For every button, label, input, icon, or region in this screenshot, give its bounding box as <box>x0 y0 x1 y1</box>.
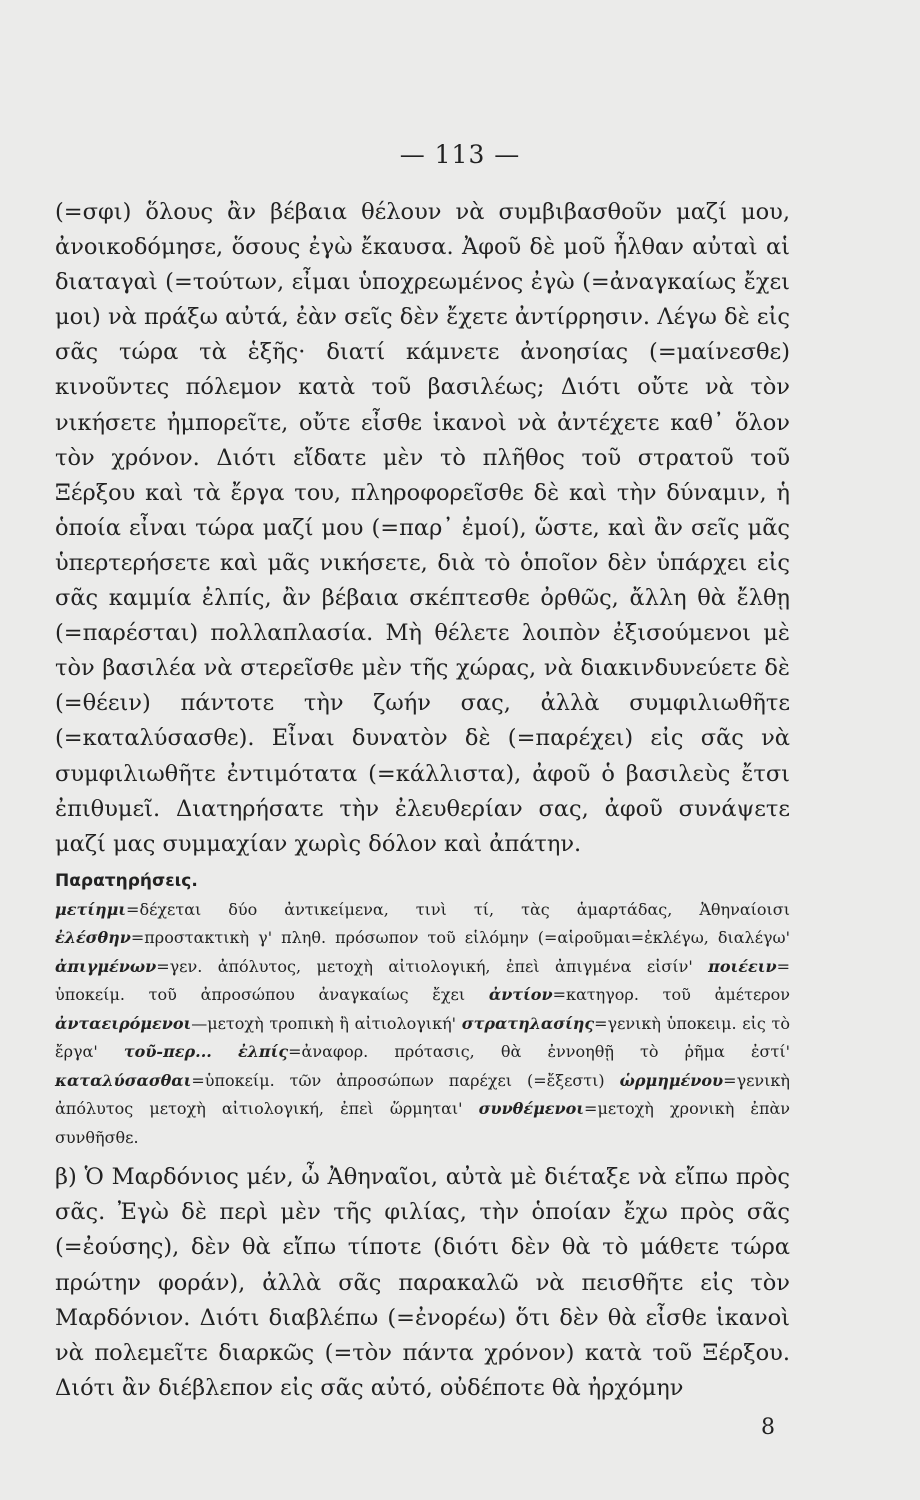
note-term: τοῦ-περ... <box>123 1042 212 1062</box>
note-text: =ἀναφορ. πρότασις, θὰ ἐννοηθῇ τὸ ῥῆμα ἐστί' <box>288 1042 790 1062</box>
note-text: =κατηγορ. τοῦ ἀμέτερον <box>552 985 791 1005</box>
note-text: =γενικὴ ἀπόλυτος μετοχὴ αἰτιολογική, ἐπεὶ ὥρμηται' <box>55 1070 790 1119</box>
note-text <box>212 1042 238 1061</box>
note-term: μετίημι <box>55 899 127 919</box>
note-term: καταλύσασθαι <box>55 1070 192 1090</box>
notes-block <box>55 896 790 1153</box>
notes-heading: Παρατηρήσεις. <box>55 870 198 891</box>
note-term: συνθέμενοι <box>478 1099 585 1119</box>
note-term: ἐλέσθην <box>55 928 131 948</box>
printer-signature-mark: 8 <box>761 1415 775 1440</box>
page-body <box>55 195 790 1406</box>
note-text: =γενικὴ ὑποκειμ. εἰς τὸ ἔργα' <box>55 1013 791 1062</box>
note-term: ἀντίον <box>488 985 553 1005</box>
note-text: =προστακτικὴ γ' πληθ. πρόσωπον τοῦ εἱλόμην (=αἱροῦμαι=ἐκλέγω, διαλέγω' <box>130 928 790 948</box>
note-text: —μετοχὴ τροπικὴ ἢ αἰτιολογική' <box>191 1013 462 1033</box>
note-text: =μετοχὴ χρονικὴ ἐπὰν συνθῆσθε. <box>55 1099 791 1147</box>
note-term: ἐλπίς <box>237 1042 289 1062</box>
note-text: =ὑποκείμ. τῶν ἀπροσώπων παρέχει (=ἔξεστι) <box>191 1070 620 1090</box>
note-term: ποιέειν <box>708 956 777 976</box>
note-term: στρατηλασίης <box>461 1013 595 1033</box>
note-term: ὡρμημένου <box>619 1070 724 1090</box>
note-text: =γεν. ἀπόλυτος, μετοχὴ αἰτιολογική, ἐπεὶ ἀπιγμένα εἰσίν' <box>156 956 709 976</box>
page-number: — 113 — <box>399 140 521 169</box>
note-term: ἀνταειρόμενοι <box>55 1013 192 1033</box>
translation-paragraph-1: (=σφι) ὅλους ἂν βέβαια θέλουν νὰ συμβιβασθοῦν μαζί μου, ἀνοικοδόμησε, ὅσους ἐγὼ ἔκαυσα. Ἀφοῦ δὲ μοῦ ἦλθαν αὐταὶ αἱ διαταγαὶ (=τούτων, εἶμαι ὑποχρεωμένος ἐγὼ (=ἀναγκαίως ἔχει μοι) νὰ πράξω αὐτά, ἐὰν σεῖς δὲν ἔχετε ἀντίρρησιν. Λέγω δὲ εἰς σᾶς τώρα τὰ ἑξῆς· διατί κάμνετε ἀνοησίας (=μαίνεσθε) κινοῦντες πόλεμον κατὰ τοῦ βασιλέως; Διότι οὔτε νὰ τὸν νικήσετε ἠμπορεῖτε, οὔτε εἶσθε ἱκανοὶ νὰ ἀντέχετε καθ᾽ ὅλον τὸν χρόνον. Διότι εἴδατε μὲν τὸ πλῆθος τοῦ στρατοῦ τοῦ Ξέρξου καὶ τὰ ἔργα του, πληροφορεῖσθε δὲ καὶ τὴν δύναμιν, ἡ ὁποία εἶναι τώρα μαζί μου (=παρ᾽ ἐμοί), ὥστε, καὶ ἂν σεῖς μᾶς ὑπερτερήσετε καὶ μᾶς νικήσετε, διὰ τὸ ὁποῖον δὲν ὑπάρχει εἰς σᾶς καμμία ἐλπίς, ἂν βέβαια σκέπτεσθε ὀρθῶς, ἄλλη θὰ ἔλθῃ (=παρέσται) πολλαπλασία. Μὴ θέλετε λοιπὸν ἐξισούμενοι μὲ τὸν βασιλέα νὰ στερεῖσθε μὲν τῆς χώρας, νὰ διακινδυνεύετε δὲ (=θέειν) πάντοτε τὴν ζωήν σας, ἀλλὰ συμφιλιωθῆτε (=καταλύσασθε). Εἶναι δυνατὸν δὲ (=παρέχει) εἰς σᾶς νὰ συμφιλιωθῆτε ἐντιμότατα (=κάλλιστα), ἀφοῦ ὁ βασιλεὺς ἔτσι ἐπιθυμεῖ. Διατηρήσατε τὴν ἐλευθερίαν σας, ἀφοῦ συνάψετε μαζί μας συμμαχίαν χωρὶς δόλον καὶ ἀπάτην. <box>55 199 790 857</box>
note-term: ἀπιγμένων <box>55 956 157 976</box>
note-text: =δέχεται δύο ἀντικείμενα, τινὶ τί, τὰς ἁμαρτάδας, Ἀθηναίοισι <box>126 899 790 919</box>
note-text: = ὑποκείμ. τοῦ ἀπροσώπου ἀναγκαίως ἔχει <box>55 956 790 1005</box>
translation-paragraph-2: β) Ὁ Μαρδόνιος μέν, ὦ Ἀθηναῖοι, αὐτὰ μὲ διέταξε νὰ εἴπω πρὸς σᾶς. Ἐγὼ δὲ περὶ μὲν τῆς φιλίας, τὴν ὁποίαν ἔχω πρὸς σᾶς (=ἐούσης), δὲν θὰ εἴπω τίποτε (διότι δὲν θὰ τὸ μάθετε τώρα πρώτην φοράν), ἀλλὰ σᾶς παρακαλῶ νὰ πεισθῆτε εἰς τὸν Μαρδόνιον. Διότι διαβλέπω (=ἐνορέω) ὅτι δὲν θὰ εἶσθε ἱκανοὶ νὰ πολεμεῖτε διαρκῶς (=τὸν πάντα χρόνον) κατὰ τοῦ Ξέρξου. Διότι ἂν διέβλεπον εἰς σᾶς αὐτό, οὐδέποτε θὰ ἠρχόμην <box>55 1164 790 1401</box>
